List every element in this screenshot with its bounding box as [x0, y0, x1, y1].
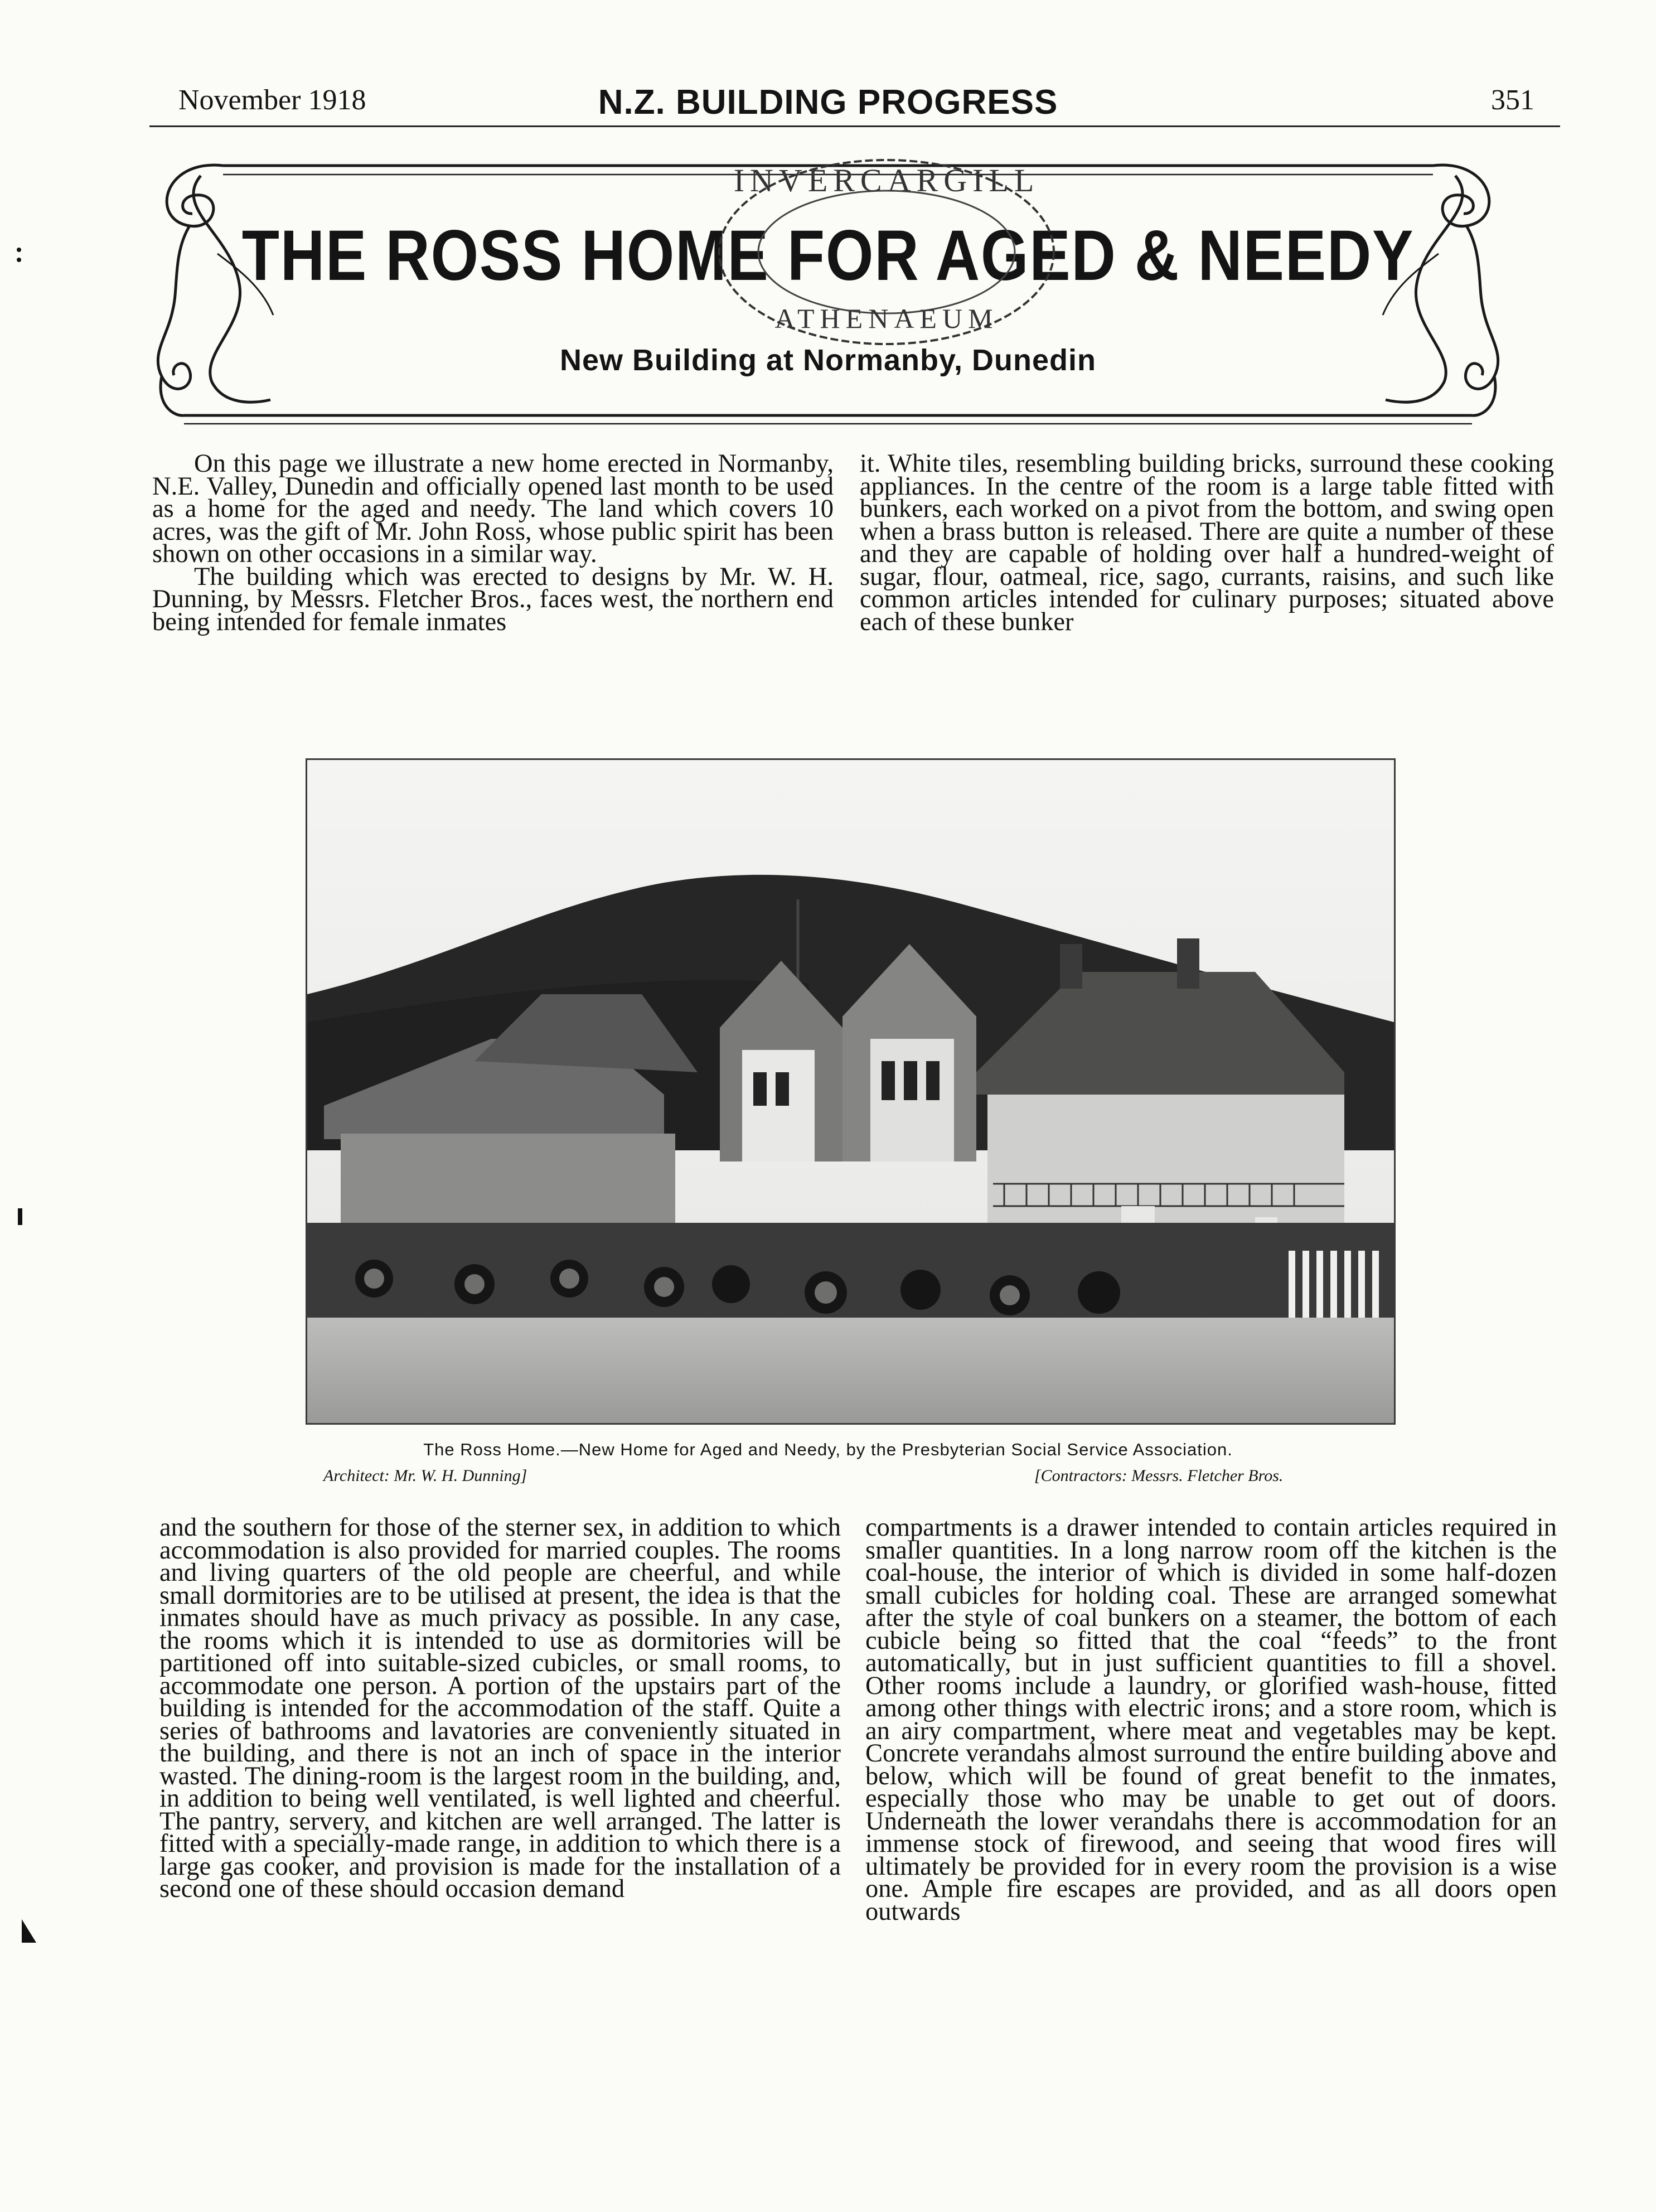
article-column-top-left — [152, 449, 834, 636]
paragraph: and the southern for those of the sterner sex, in addition to which accommodation is also provided for married couples. The rooms and living quarters of the old people are cheerful, and while small dormitories are to be utilised at present, the idea is that the inmates should have as much privacy as possible. In any case, the rooms which it is intended to use as dormitories will be partitioned off into suitable-sized cubicles, or small rooms, to accommodate one person. A portion of the upstairs part of the building is intended for the accommodation of the staff. Quite a series of bathrooms and lavatories are conveniently situated in the building, and there is not an inch of space in the interior wasted. The dining-room is the largest room in the building, and, in addition to being well ventilated, is well lighted and cheerful. The pantry, servery, and kitchen are well arranged. The latter is fitted with a specially-made range, in addition to which there is a large gas cooker, and provision is made for the installation of a second one of these should occasion demand — [159, 1513, 841, 1903]
paragraph: The building which was erected to designs by Mr. W. H. Dunning, by Messrs. Fletcher Bros., faces west, the northern end being intended for female inmates — [152, 562, 834, 636]
article-column-bottom-right — [865, 1513, 1557, 1926]
architect-credit: Architect: Mr. W. H. Dunning] — [323, 1466, 527, 1485]
header-date: November 1918 — [178, 84, 366, 116]
scan-mark — [16, 245, 27, 268]
article-title: THE ROSS HOME FOR AGED & NEEDY — [241, 216, 1415, 296]
scan-mark — [20, 1918, 40, 1944]
contractor-credit: [Contractors: Messrs. Fletcher Bros. — [1034, 1466, 1284, 1485]
stamp-top-text: INVERCARGILL — [733, 162, 1040, 199]
paragraph: compartments is a drawer intended to contain articles required in smaller quantities. In a long narrow room off the kitchen is the coal-house, the interior of which is divided in some half-dozen small cubicles for holding coal. These are arranged somewhat after the style of coal bunkers on a steamer, the bottom of each cubicle being so fitted that the coal “feeds” to the front automatically, but in just sufficient quantities to fill a shovel. Other rooms include a laundry, or glorified wash-house, fitted among other things with electric irons; and a store room, which is an airy compartment, where meat and vegetables may be kept. Concrete verandahs almost surround the entire building above and below, which will be found of great benefit to the inmates, especially those who may be unable to get out of doors. Underneath the lower verandahs there is accommodation for an immense stock of firewood, and seeing that wood fires will ultimately be provided for in every room the provision is a wise one. Ample fire escapes are provided, and as all doors open outwards — [865, 1513, 1557, 1926]
library-stamp — [708, 146, 1065, 358]
page-number: 351 — [1491, 84, 1534, 116]
article-column-top-right — [860, 449, 1554, 636]
publication-title: N.Z. BUILDING PROGRESS — [598, 83, 1058, 122]
article-subtitle: New Building at Normanby, Dunedin — [559, 343, 1097, 377]
header-rule — [149, 125, 1560, 127]
building-photograph — [306, 758, 1396, 1425]
stamp-bottom-text: ATHENAEUM — [774, 303, 999, 334]
paragraph: it. White tiles, resembling building bricks, surround these cooking appliances. In the centre of the room is a large table fitted with bunkers, each worked on a pivot from the bottom, and swing open when a brass button is released. There are quite a number of these and they are capable of holding over half a hundred-weight of sugar, flour, oatmeal, rice, sago, currants, raisins, and such like common articles intended for culinary purposes; situated above each of these bunker — [860, 449, 1554, 636]
paragraph: On this page we illustrate a new home erected in Normanby, N.E. Valley, Dunedin and officially opened last month to be used as a home for the aged and needy. The land which covers 10 acres, was the gift of Mr. John Ross, whose public spirit has been shown on other occasions in a similar way. — [152, 449, 834, 568]
article-column-bottom-left — [159, 1513, 841, 1903]
photo-caption: The Ross Home.—New Home for Aged and Needy, by the Presbyterian Social Service Association. — [423, 1440, 1233, 1459]
scan-mark — [16, 1207, 27, 1230]
